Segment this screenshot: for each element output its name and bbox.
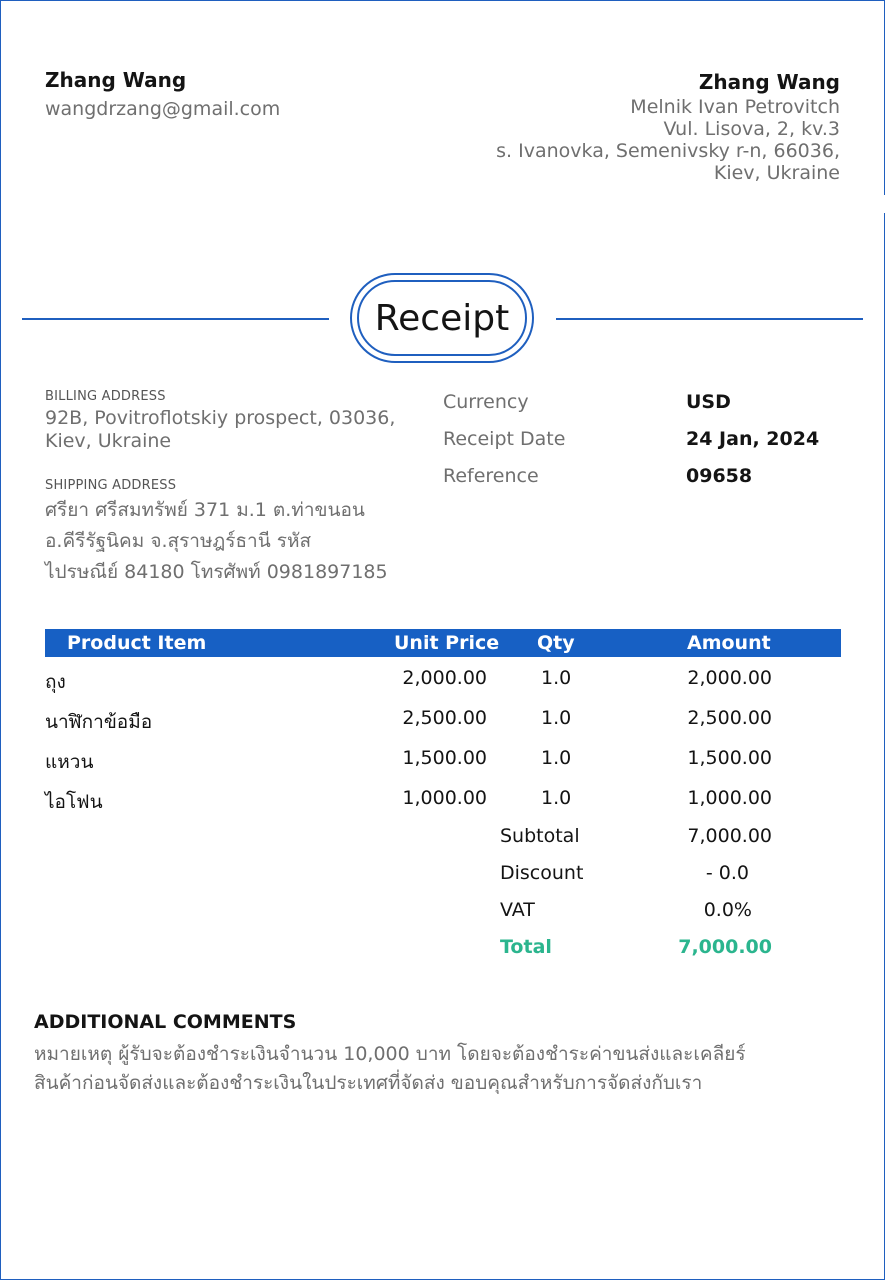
page-title: Receipt [357,280,527,356]
row-amount: 2,500.00 [687,707,772,729]
recipient-name: Zhang Wang [698,70,840,94]
recipient-block [496,68,840,184]
comments-text [34,1040,864,1098]
billing-address [45,407,395,453]
row-amount: 1,500.00 [687,747,772,769]
header-qty: Qty [537,632,575,654]
currency-value: USD [686,391,731,413]
table-row [0,707,885,737]
row-item: แหวน [45,751,94,773]
shipping-line: ไปรษณีย์ 84180 โทรศัพท์ 0981897185 [45,561,388,583]
billing-label: BILLING ADDRESS [45,389,166,404]
table-header [45,629,841,657]
recipient-line: s. Ivanovka, Semenivsky r-n, 66036, [496,140,840,162]
header-unit-price: Unit Price [394,632,500,654]
comments-title: ADDITIONAL COMMENTS [34,1011,297,1033]
comments-line: สินค้าก่อนจัดส่งและต้องชำระเงินในประเทศที่จัดส่ง ขอบคุณสำหรับการจัดส่งกับเรา [34,1072,703,1094]
row-qty: 1.0 [541,707,572,729]
row-item: นาฬิกาข้อมือ [45,711,153,733]
row-price: 1,500.00 [402,747,487,769]
sender-email: wangdrzang@gmail.com [45,98,281,120]
row-qty: 1.0 [541,747,572,769]
sender-name: Zhang Wang [45,68,187,92]
vat-value: 0.0% [703,899,752,921]
currency-label: Currency [443,391,529,413]
total-label: Total [500,936,552,958]
table-row [0,787,885,817]
reference-value: 09658 [686,465,753,487]
comments-line: หมายเหตุ ผู้รับจะต้องชำระเงินจำนวน 10,000 บาท โดยจะต้องชำระค่าขนส่งและเคลียร์ [34,1043,746,1065]
row-amount: 1,000.00 [687,787,772,809]
table-row [0,667,885,697]
row-qty: 1.0 [541,667,572,689]
reference-label: Reference [443,465,539,487]
shipping-line: อ.คีรีรัฐนิคม จ.สุราษฎร์ธานี รหัส [45,530,312,552]
header-amount: Amount [687,632,771,654]
title-badge [350,273,534,363]
billing-line: 92B, Povitroflotskiy prospect, 03036, [45,407,396,429]
recipient-line: Vul. Lisova, 2, kv.3 [663,118,840,140]
discount-value: - 0.0 [705,862,749,884]
total-value: 7,000.00 [678,936,772,958]
shipping-address [45,495,445,588]
row-price: 2,000.00 [402,667,487,689]
recipient-line: Kiev, Ukraine [713,162,840,184]
shipping-label: SHIPPING ADDRESS [45,478,177,493]
row-amount: 2,000.00 [687,667,772,689]
row-item: ถุง [45,671,66,693]
recipient-line: Melnik Ivan Petrovitch [630,96,840,118]
row-price: 1,000.00 [402,787,487,809]
receipt-date-label: Receipt Date [443,428,566,450]
title-rule-right [556,318,863,320]
header-product-item: Product Item [67,632,207,654]
discount-label: Discount [500,862,584,884]
row-item: ไอโฟน [45,791,103,813]
table-row [0,747,885,777]
vat-label: VAT [500,899,535,921]
billing-line: Kiev, Ukraine [45,430,172,452]
shipping-line: ศรียา ศรีสมทรัพย์ 371 ม.1 ต.ท่าขนอน [45,499,365,521]
row-price: 2,500.00 [402,707,487,729]
subtotal-value: 7,000.00 [687,825,772,847]
subtotal-label: Subtotal [500,825,580,847]
row-qty: 1.0 [541,787,572,809]
title-rule-left [22,318,329,320]
receipt-date-value: 24 Jan, 2024 [686,428,820,450]
